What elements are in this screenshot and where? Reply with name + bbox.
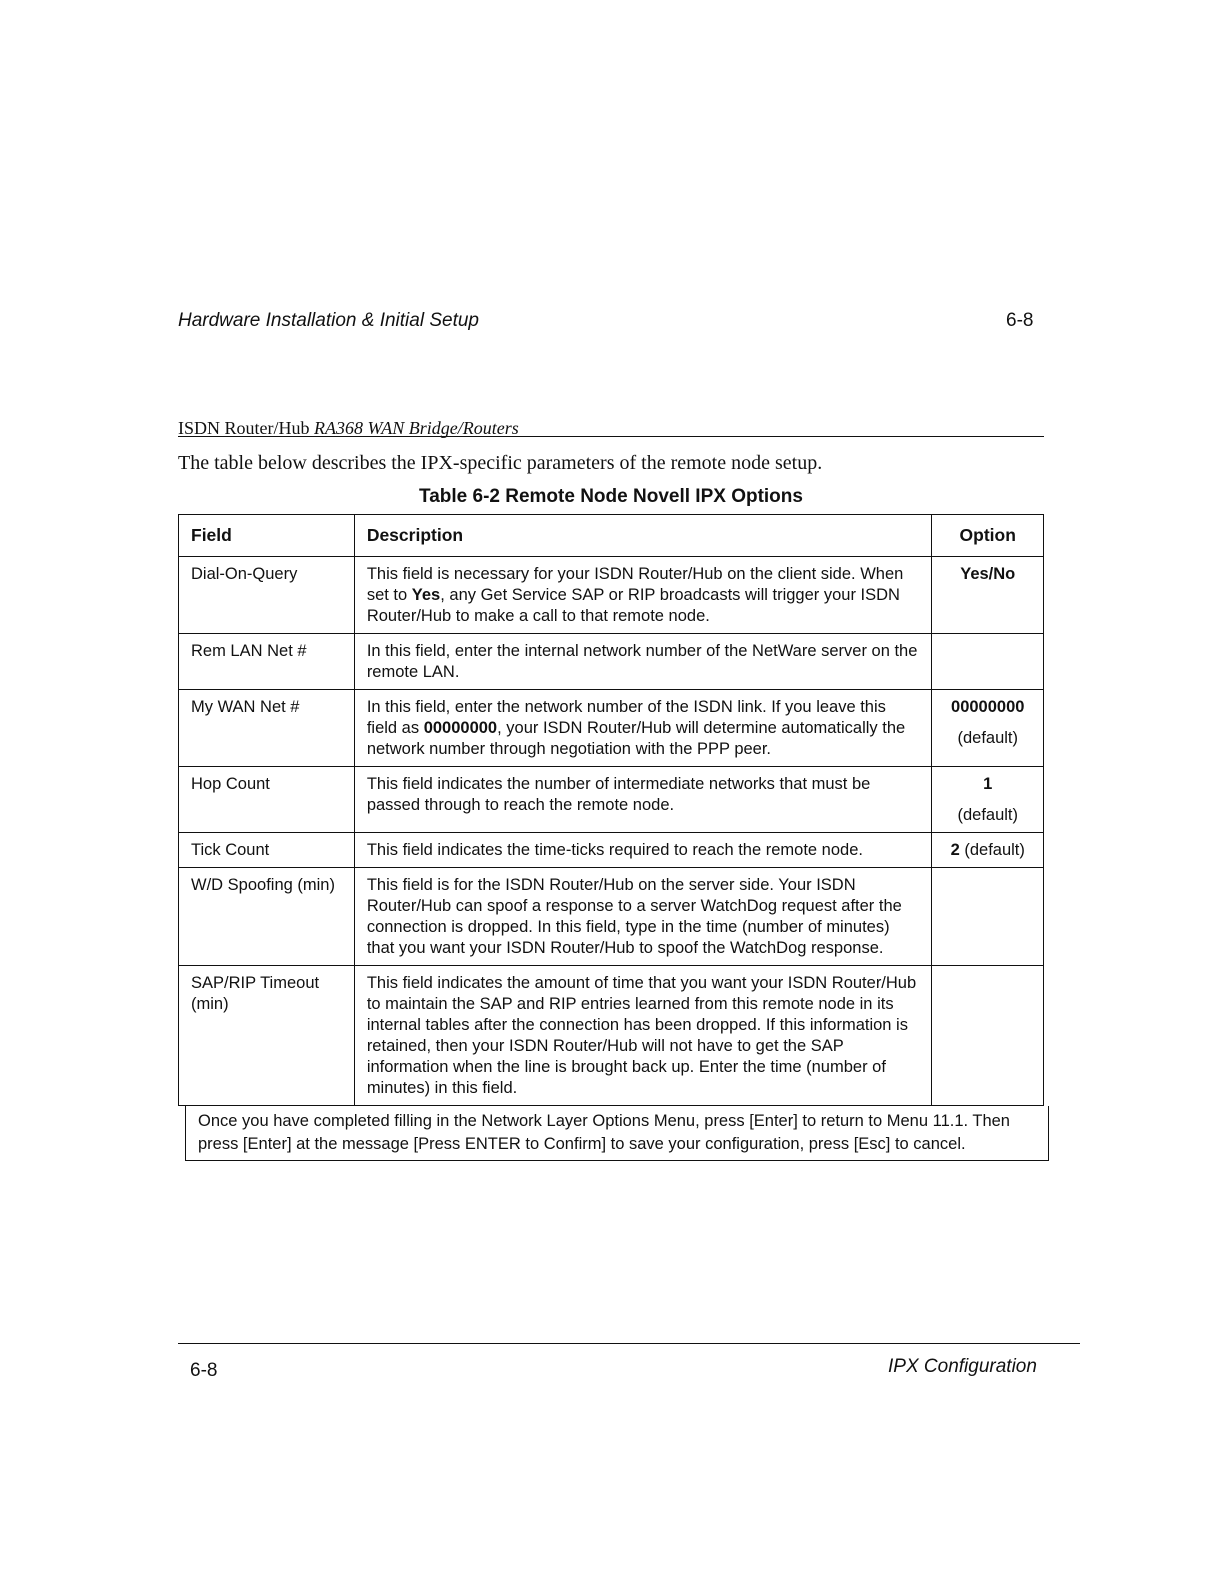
table-row xyxy=(179,767,1044,833)
field-cell: W/D Spoofing (min) xyxy=(179,868,355,966)
running-header-title: Hardware Installation & Initial Setup xyxy=(178,310,479,331)
option-cell xyxy=(932,966,1044,1106)
option-value: 1 xyxy=(983,775,993,793)
description-cell xyxy=(354,557,932,634)
ipx-options-table xyxy=(178,514,1044,1106)
field-cell: My WAN Net # xyxy=(179,690,355,767)
option-value: 00000000 xyxy=(951,698,1025,716)
table-header-row xyxy=(179,515,1044,557)
option-cell xyxy=(932,833,1044,868)
description-cell xyxy=(354,690,932,767)
description-cell: This field indicates the number of intermediate networks that must be passed through to reach the remote node. xyxy=(354,767,932,833)
option-cell xyxy=(932,634,1044,690)
description-text: , any Get Service SAP or RIP broadcasts will trigger your ISDN Router/Hub to make a call to that remote node. xyxy=(366,586,900,625)
table-caption: Table 6-2 Remote Node Novell IPX Options xyxy=(419,486,803,507)
table-row xyxy=(179,966,1044,1106)
option-cell xyxy=(932,767,1044,833)
description-emphasis: 00000000 xyxy=(423,719,498,737)
option-value: 2 xyxy=(950,841,960,859)
field-cell: Dial-On-Query xyxy=(179,557,355,634)
table-row xyxy=(179,868,1044,966)
title-rule xyxy=(178,436,1044,437)
footer-section-title: IPX Configuration xyxy=(888,1356,1037,1377)
option-note: (default) xyxy=(957,729,1018,747)
option-note: (default) xyxy=(957,806,1018,824)
intro-paragraph: The table below describes the IPX-specific parameters of the remote node setup. xyxy=(178,452,823,474)
option-cell xyxy=(932,690,1044,767)
footer-page-number: 6-8 xyxy=(190,1360,218,1381)
description-text: In this field, enter the network number of the ISDN link. If you leave this field as xyxy=(366,698,886,737)
field-cell: Rem LAN Net # xyxy=(179,634,355,690)
running-header-page-number: 6-8 xyxy=(1006,310,1034,331)
table-row xyxy=(179,690,1044,767)
footer-rule xyxy=(178,1343,1080,1344)
description-emphasis: Yes xyxy=(411,586,441,604)
table-row xyxy=(179,557,1044,634)
header-description: Description xyxy=(354,515,932,557)
header-option: Option xyxy=(932,515,1044,557)
option-cell: Yes/No xyxy=(932,557,1044,634)
completion-note: Once you have completed filling in the Network Layer Options Menu, press [Enter] to return to Menu 11.1. Then press [Enter] at the message [Press ENTER to Confirm] to save your configuration, press [Esc] to cancel. xyxy=(185,1106,1049,1161)
product-name: ISDN Router/Hub xyxy=(178,418,310,438)
model-name: RA368 xyxy=(314,418,363,438)
header-field: Field xyxy=(179,515,355,557)
description-cell: This field indicates the time-ticks required to reach the remote node. xyxy=(354,833,932,868)
field-cell: Hop Count xyxy=(179,767,355,833)
option-cell xyxy=(932,868,1044,966)
table-row xyxy=(179,833,1044,868)
description-cell: In this field, enter the internal network number of the NetWare server on the remote LAN. xyxy=(354,634,932,690)
description-text: This field is necessary for your ISDN Router/Hub on the client side. When set to xyxy=(366,565,904,604)
series-name: WAN Bridge/Routers xyxy=(367,418,519,438)
description-text: , your ISDN Router/Hub will determine automatically the network number through negotiation with the PPP peer. xyxy=(366,719,906,758)
description-cell: This field indicates the amount of time that you want your ISDN Router/Hub to maintain the SAP and RIP entries learned from this remote node in its internal tables after the connection has been dropped. If this information is retained, then your ISDN Router/Hub will not have to get the SAP information when the line is brought back up. Enter the time (number of minutes) in this field. xyxy=(354,966,932,1106)
field-cell: Tick Count xyxy=(179,833,355,868)
description-cell: This field is for the ISDN Router/Hub on the server side. Your ISDN Router/Hub can spoof a response to a server WatchDog request after the connection is dropped. In this field, type in the time (number of minutes) that you want your ISDN Router/Hub to spoof the WatchDog response. xyxy=(354,868,932,966)
option-note: (default) xyxy=(959,841,1025,859)
field-cell: SAP/RIP Timeout (min) xyxy=(179,966,355,1106)
table-row xyxy=(179,634,1044,690)
